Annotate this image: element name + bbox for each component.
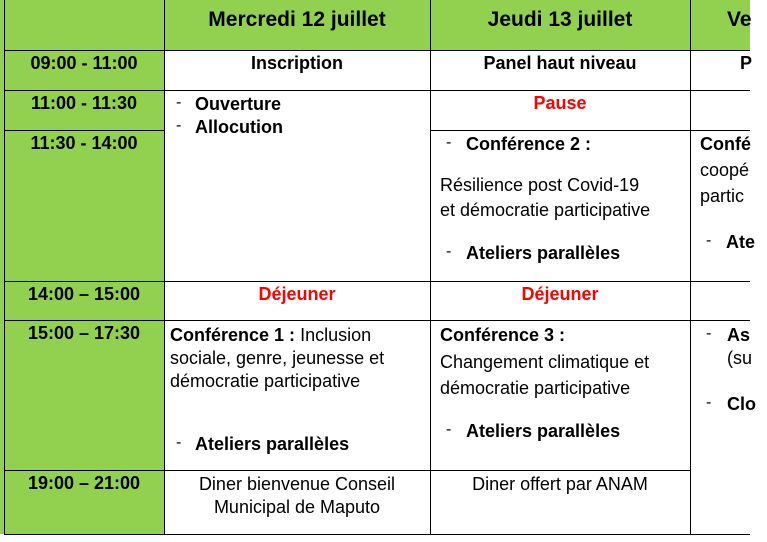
conference-1-topic: Inclusion [300,325,372,345]
ateliers-c2-r5: Ateliers parallèles [466,421,621,441]
conference-1-line1 [170,324,371,347]
day-header-1: Mercredi 12 juillet [208,8,386,31]
time-slot-2: 11:00 - 11:30 [30,93,138,113]
day3-r5-item1: As [727,325,751,345]
conference-1-title: Conférence 1 : [170,325,296,345]
ouverture-item: Ouverture [195,94,282,114]
dejeuner-cell-1: Déjeuner [258,284,336,304]
time-slot-5: 15:00 – 17:30 [27,323,141,343]
time-slot-3: 11:30 - 14:00 [30,133,138,153]
day3-r3-line1: Confé [700,134,751,154]
conference-3-line2: démocratie participative [440,378,631,398]
allocution-item: Allocution [195,117,283,137]
schedule-table: Mercredi 12 juillet Jeudi 13 juillet Ve 09:00 - 11:00 11:00 - 11:30 11:30 - 14:00 14:00 – 15:00 15:00 – 17:30 19:00 – 21:00 Inscription Panel haut niveau P - Ouverture - Allocution Pause - Conférence 2 : Résilience post Covid-19 et démocratie participative - Ateliers parallèles Confé coopé partic - Ate Déjeuner Déjeuner Conférence 1 : Inclusion sociale, genre, jeunesse et démocratie participative - Ateliers parallèles Conférence 3 : Changement climatique et démocratie participative - Ateliers parallèles - As (su - Clo Diner bienvenue Conseil Municipal de Maputo Diner offert par ANAM [0,0,750,542]
day3-r1-cell: P [740,53,753,73]
conference-3-line1: Changement climatique et [440,352,650,372]
time-slot-4: 14:00 – 15:00 [27,284,141,304]
panel-cell: Panel haut niveau [483,53,637,73]
diner-bienvenue-line1: Diner bienvenue Conseil [198,474,396,494]
day3-r3-ateliers: Ate [726,232,756,252]
day3-r5-item1-sub: (su [727,348,753,368]
day-header-2: Jeudi 13 juillet [487,8,633,31]
conference-1-line2: sociale, genre, jeunesse et [170,348,385,368]
conference-2-title: Conférence 2 : [466,134,592,154]
inscription-cell: Inscription [250,53,343,73]
day3-r5-item2: Clo [727,394,756,414]
conference-2-line2: et démocratie participative [440,200,651,220]
diner-anam-cell: Diner offert par ANAM [472,474,648,494]
conference-3-title: Conférence 3 : [440,325,566,345]
day-header-3: Ve [727,8,752,31]
ateliers-c2-r3: Ateliers parallèles [466,243,621,263]
ateliers-c1-r5: Ateliers parallèles [195,434,350,454]
time-slot-6: 19:00 – 21:00 [27,473,141,493]
dejeuner-cell-2: Déjeuner [521,284,599,304]
conference-1-line3: démocratie participative [170,371,361,391]
day3-r3-line2: coopé [700,160,750,180]
conference-2-line1: Résilience post Covid-19 [440,175,640,195]
day3-r3-line3: partic [700,186,745,206]
time-slot-1: 09:00 - 11:00 [30,53,138,73]
pause-cell: Pause [533,93,587,113]
diner-bienvenue-line2: Municipal de Maputo [213,497,381,517]
